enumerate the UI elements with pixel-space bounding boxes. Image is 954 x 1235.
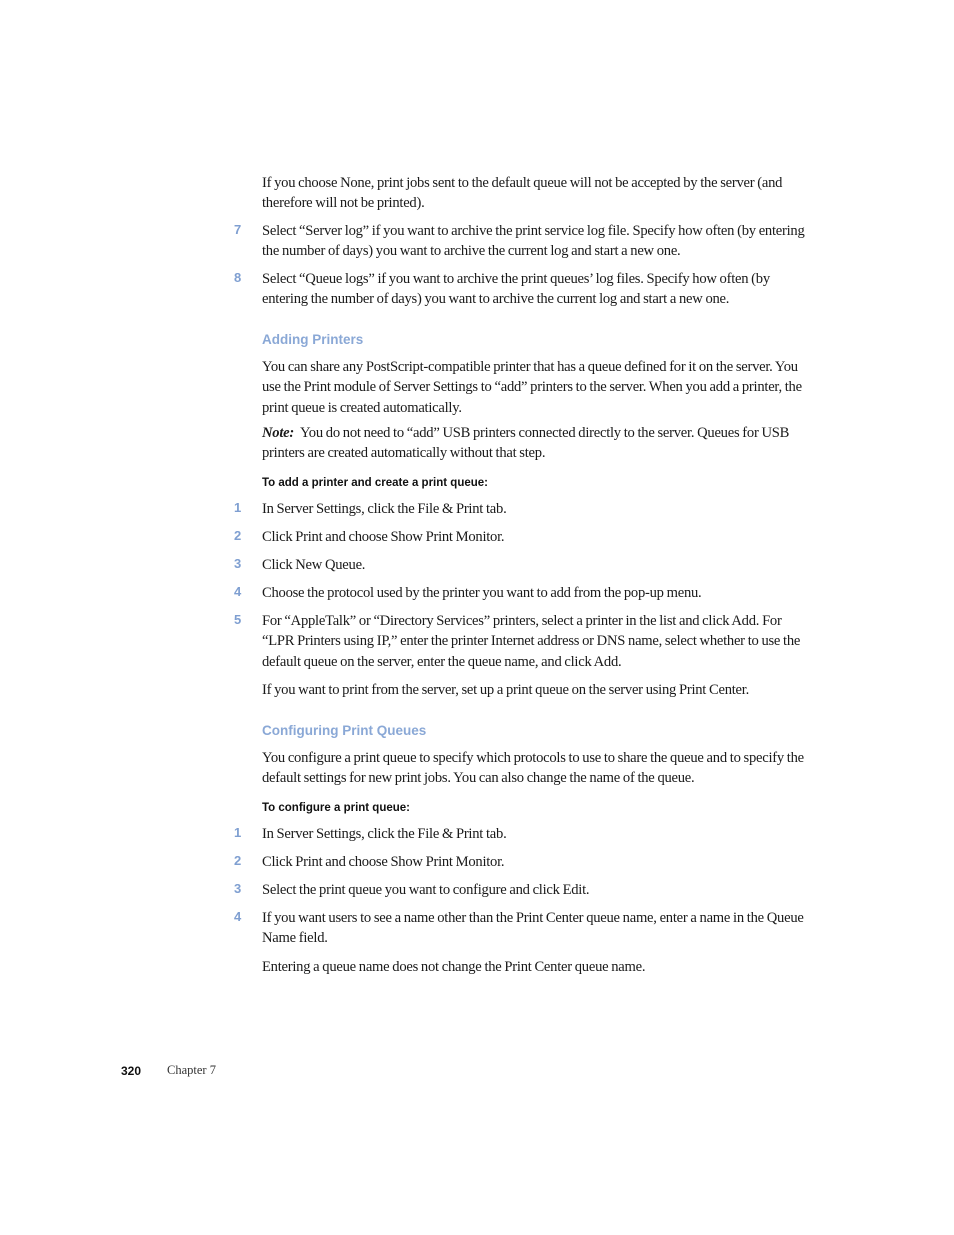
configuring-paragraph — [262, 748, 807, 789]
note-text: You do not need to “add” USB printers connected directly to the server. Queues for USB printers are created automatically without that step. — [262, 425, 790, 462]
step-text: Select “Server log” if you want to archive the print service log file. Specify how often (by entering the number of days) you want to archive the current log and start a new one. — [262, 223, 805, 260]
step-text: Click New Queue. — [262, 557, 366, 573]
step-text: Choose the protocol used by the printer you want to add from the pop-up menu. — [262, 585, 702, 601]
step-text: In Server Settings, click the File & Print tab. — [262, 501, 507, 517]
configuring-text: You configure a print queue to specify which protocols to use to share the queue and to specify the default settings for new print jobs. You can also change the name of the queue. — [262, 750, 804, 787]
step-number: 4 — [234, 584, 242, 599]
adding-after-text: If you want to print from the server, set up a print queue on the server using Print Center. — [262, 682, 749, 698]
page-number: 320 — [121, 1064, 142, 1078]
adding-after-paragraph — [262, 680, 807, 700]
step-number: 3 — [234, 556, 242, 571]
note-label: Note: — [262, 425, 294, 441]
chapter-label: Chapter 7 — [167, 1063, 216, 1077]
step-number: 4 — [234, 909, 242, 924]
step-text: For “AppleTalk” or “Directory Services” printers, select a printer in the list and click Add. For “LPR Printers using IP,” enter the printer Internet address or DNS name, select whether to use the default queue on the server, enter the queue name, and click Add. — [262, 613, 801, 670]
procedure-heading-add-printer: To add a printer and create a print queue: — [262, 477, 488, 489]
step-number: 1 — [234, 500, 242, 515]
adding-paragraph — [262, 357, 807, 418]
step-number: 5 — [234, 612, 242, 627]
procedure-heading-configure-queue: To configure a print queue: — [262, 802, 411, 814]
step-number: 7 — [234, 222, 242, 237]
step-number: 8 — [234, 270, 242, 285]
intro-text: If you choose None, print jobs sent to the default queue will not be accepted by the server (and therefore will not be printed). — [262, 175, 783, 212]
configuring-after-text: Entering a queue name does not change the Print Center queue name. — [262, 959, 646, 975]
adding-text: You can share any PostScript-compatible printer that has a queue defined for it on the server. You use the Print module of Server Settings to “add” printers to the server. When you add a printer, the print queue is created automatically. — [262, 359, 802, 416]
section-heading-adding-printers: Adding Printers — [262, 332, 364, 347]
configuring-after-paragraph — [262, 957, 807, 977]
step-text: Click Print and choose Show Print Monitor. — [262, 529, 505, 545]
step-number: 3 — [234, 881, 242, 896]
step-number: 2 — [234, 528, 242, 543]
step-text: In Server Settings, click the File & Print tab. — [262, 826, 507, 842]
section-heading-configuring-queues: Configuring Print Queues — [262, 723, 427, 738]
step-number: 2 — [234, 853, 242, 868]
step-text: If you want users to see a name other than the Print Center queue name, enter a name in the Queue Name field. — [262, 910, 804, 947]
intro-paragraph — [262, 173, 807, 214]
step-text: Select the print queue you want to configure and click Edit. — [262, 882, 590, 898]
step-text: Select “Queue logs” if you want to archive the print queues’ log files. Specify how often (by entering the number of days) you want to archive the current log and start a new one. — [262, 271, 770, 308]
step-number: 1 — [234, 825, 242, 840]
note-paragraph — [262, 423, 807, 464]
step-text: Click Print and choose Show Print Monitor. — [262, 854, 505, 870]
